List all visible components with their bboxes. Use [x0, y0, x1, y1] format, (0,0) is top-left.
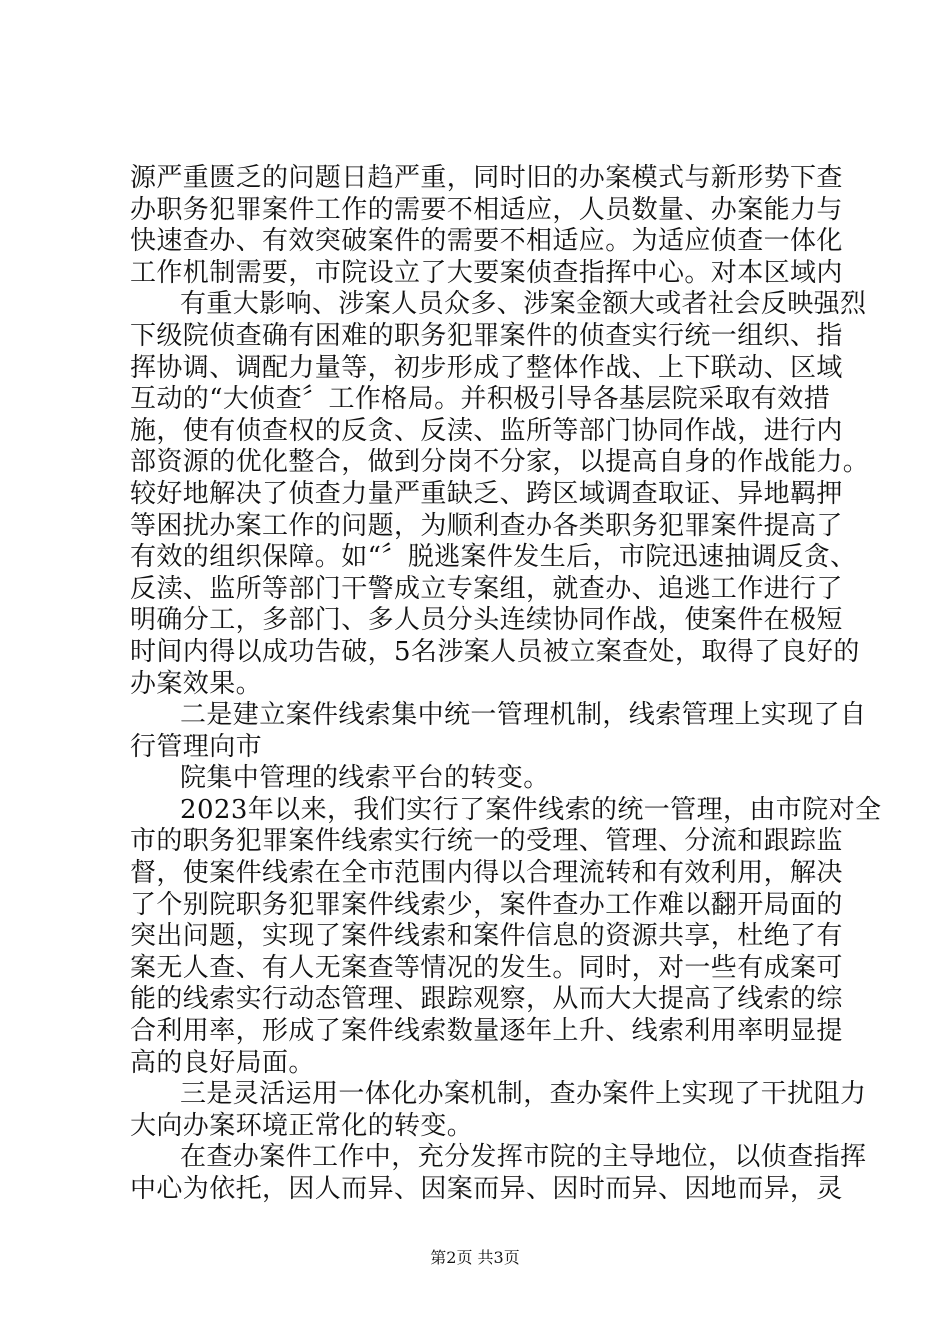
- page-footer: [0, 1248, 950, 1268]
- text-line: 有效的组织保障。如“〞脱逃案件发生后，市院迅速抽调反贪、: [130, 542, 857, 573]
- text-line: 反渎、监所等部门干警成立专案组，就查办、追逃工作进行了: [130, 573, 843, 604]
- text-line: 等困扰办案工作的问题，为顺利查办各类职务犯罪案件提高了: [130, 510, 843, 541]
- text-line: 在查办案件工作中，充分发挥市院的主导地位，以侦查指挥: [180, 1142, 867, 1173]
- text-line: 二是建立案件线索集中统一管理机制，线索管理上实现了自: [180, 700, 867, 731]
- text-line: 了个别院职务犯罪案件线索少，案件查办工作难以翻开局面的: [130, 889, 843, 920]
- body-text: [130, 163, 882, 1206]
- text-line: 2023年以来，我们实行了案件线索的统一管理，由市院对全: [180, 794, 882, 825]
- text-line: 突出问题，实现了案件线索和案件信息的资源共享，杜绝了有: [130, 921, 843, 952]
- text-line: 部资源的优化整合，做到分岗不分家，以提高自身的作战能力。: [130, 447, 870, 478]
- page-number: 第2页 共3页: [430, 1248, 520, 1267]
- text-line: 源严重匮乏的问题日趋严重，同时旧的办案模式与新形势下查: [130, 163, 843, 193]
- text-line: 快速查办、有效突破案件的需要不相适应。为适应侦查一体化: [130, 226, 843, 257]
- text-line: 院集中管理的线索平台的转变。: [180, 763, 550, 794]
- text-line: 下级院侦查确有困难的职务犯罪案件的侦查实行统一组织、指: [130, 320, 843, 351]
- text-line: 办职务犯罪案件工作的需要不相适应，人员数量、办案能力与: [130, 194, 843, 225]
- text-line: 高的良好局面。: [130, 1047, 315, 1078]
- text-line: 办案效果。: [130, 668, 263, 699]
- text-line: 能的线索实行动态管理、跟踪观察，从而大大提高了线索的综: [130, 984, 843, 1015]
- text-line: 较好地解决了侦查力量严重缺乏、跨区域调查取证、异地羁押: [130, 478, 843, 509]
- text-line: 中心为依托，因人而异、因案而异、因时而异、因地而异，灵: [130, 1174, 843, 1204]
- text-line: 三是灵活运用一体化办案机制，查办案件上实现了干扰阻力: [180, 1079, 867, 1110]
- text-line: 施，使有侦查权的反贪、反渎、监所等部门协同作战，进行内: [130, 415, 843, 446]
- text-line: 工作机制需要，市院设立了大要案侦查指挥中心。对本区域内: [130, 257, 843, 288]
- text-line: 督，使案件线索在全市范围内得以合理流转和有效利用，解决: [130, 858, 843, 889]
- text-line: 合利用率，形成了案件线索数量逐年上升、线索利用率明显提: [130, 1016, 843, 1047]
- text-line: 有重大影响、涉案人员众多、涉案金额大或者社会反映强烈: [180, 289, 867, 320]
- text-line: 行管理向市: [130, 731, 263, 762]
- text-line: 挥协调、调配力量等，初步形成了整体作战、上下联动、区域: [130, 352, 843, 383]
- text-line: 明确分工，多部门、多人员分头连续协同作战，使案件在极短: [130, 605, 843, 636]
- text-line: 市的职务犯罪案件线索实行统一的受理、管理、分流和跟踪监: [130, 826, 843, 857]
- text-line: 时间内得以成功告破，5名涉案人员被立案查处，取得了良好的: [130, 636, 860, 667]
- text-line: 大向办案环境正常化的转变。: [130, 1110, 474, 1141]
- text-line: 案无人查、有人无案查等情况的发生。同时，对一些有成案可: [130, 952, 843, 983]
- text-line: 互动的“大侦查〞工作格局。并积极引导各基层院采取有效措: [130, 384, 831, 415]
